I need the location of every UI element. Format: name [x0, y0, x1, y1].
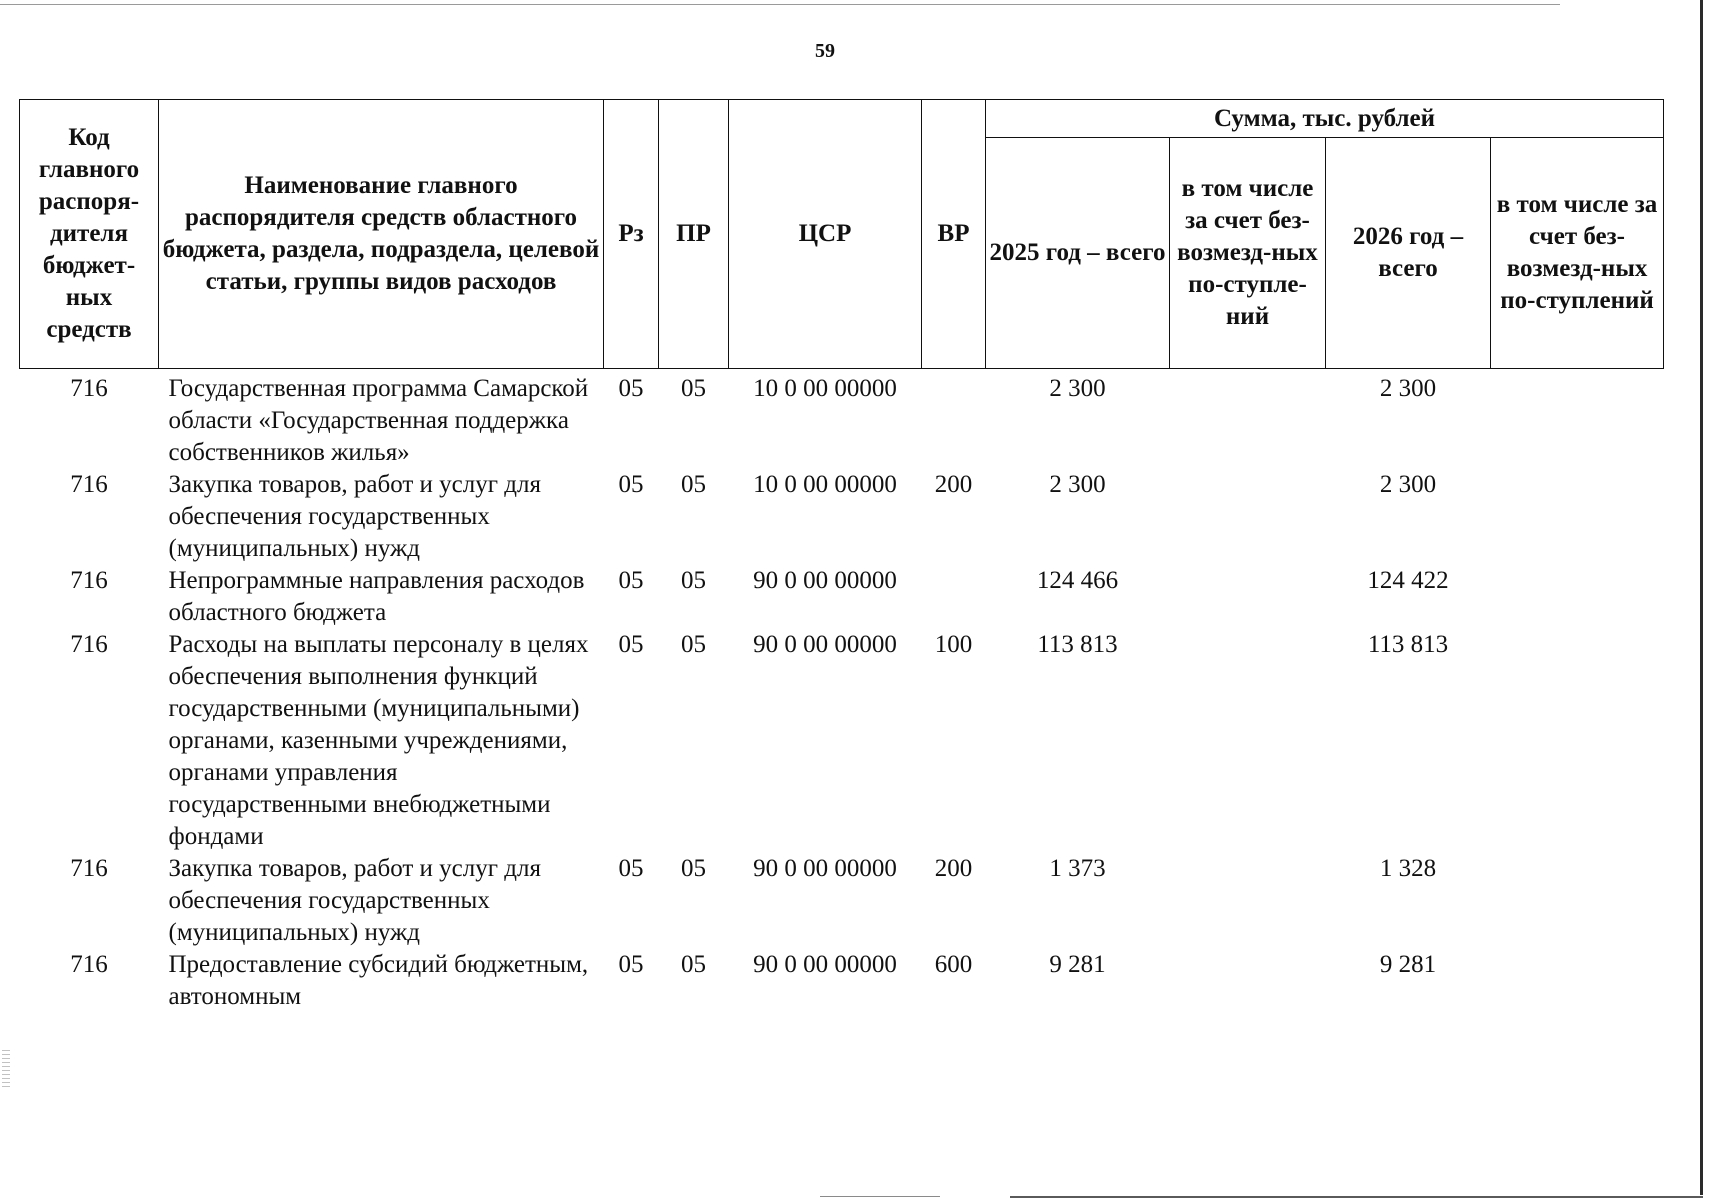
header-vr: ВР — [922, 100, 986, 369]
scan-edge-top — [0, 4, 1560, 5]
cell-2026-free — [1491, 629, 1664, 853]
header-sum: Сумма, тыс. рублей — [986, 100, 1664, 138]
cell-vr: 100 — [934, 631, 973, 658]
cell-2026-total: 2 300 — [1379, 375, 1437, 402]
cell-name: Закупка товаров, работ и услуг для обеспечения государственных (муниципальных) нужд — [168, 855, 541, 946]
page-number: 59 — [815, 40, 835, 62]
cell-2026-free — [1491, 853, 1664, 949]
header-code: Код главного распоря-дителя бюджет-ных средств — [20, 100, 159, 369]
cell-2025-free — [1170, 949, 1326, 1013]
cell-name: Непрограммные направления расходов областного бюджета — [168, 567, 585, 626]
cell-2025-total: 113 813 — [1037, 631, 1118, 658]
cell-pr: 05 — [681, 567, 706, 594]
cell-code: 716 — [70, 567, 108, 594]
cell-csr: 90 0 00 00000 — [753, 855, 897, 882]
cell-code: 716 — [70, 631, 108, 658]
cell-csr: 90 0 00 00000 — [753, 631, 897, 658]
cell-csr: 10 0 00 00000 — [753, 375, 897, 402]
cell-2026-free — [1491, 949, 1664, 1013]
cell-rz: 05 — [618, 631, 644, 658]
cell-2025-free — [1170, 369, 1326, 470]
cell-2026-free — [1491, 565, 1664, 629]
cell-vr — [922, 369, 986, 470]
scan-speckle — [2, 1050, 10, 1090]
table-body — [20, 369, 1664, 1014]
cell-pr: 05 — [681, 855, 706, 882]
table-row — [20, 369, 1664, 470]
cell-name: Закупка товаров, работ и услуг для обеспечения государственных (муниципальных) нужд — [168, 471, 541, 562]
cell-pr: 05 — [681, 631, 706, 658]
cell-2025-total: 2 300 — [1049, 471, 1106, 498]
cell-2025-free — [1170, 565, 1326, 629]
cell-vr: 200 — [934, 855, 973, 882]
cell-rz: 05 — [618, 951, 644, 978]
cell-code: 716 — [70, 375, 108, 402]
scan-edge-bottom — [1010, 1196, 1703, 1198]
cell-code: 716 — [70, 951, 108, 978]
cell-2026-total: 2 300 — [1379, 471, 1437, 498]
cell-2026-total: 1 328 — [1379, 855, 1437, 882]
cell-2026-total: 9 281 — [1379, 951, 1437, 978]
header-name: Наименование главного распорядителя средств областного бюджета, раздела, подраздела, целевой статьи, группы видов расходов — [159, 100, 604, 369]
cell-2026-free — [1491, 469, 1664, 565]
cell-2026-free — [1491, 369, 1664, 470]
scan-edge-right — [1700, 0, 1703, 1195]
table-row — [20, 949, 1664, 1013]
header-2026-free: в том числе за счет без-возмезд-ных по-ступлений — [1491, 138, 1664, 369]
cell-2026-total: 124 422 — [1367, 567, 1449, 594]
cell-vr: 600 — [934, 951, 973, 978]
header-2025-free: в том числе за счет без-возмезд-ных по-ступле-ний — [1170, 138, 1326, 369]
cell-pr: 05 — [681, 471, 706, 498]
cell-2026-total: 113 813 — [1367, 631, 1449, 658]
table-row — [20, 469, 1664, 565]
cell-2025-total: 124 466 — [1036, 567, 1119, 594]
header-2026-total: 2026 год – всего — [1326, 138, 1491, 369]
scan-edge-bottom-fragment — [820, 1196, 940, 1197]
table-row — [20, 853, 1664, 949]
header-pr: ПР — [659, 100, 729, 369]
cell-rz: 05 — [618, 375, 644, 402]
header-2025-total: 2025 год – всего — [986, 138, 1170, 369]
cell-name: Государственная программа Самарской области «Государственная поддержка собственников жилья» — [168, 375, 589, 466]
table-row — [20, 629, 1664, 853]
cell-2025-total: 1 373 — [1049, 855, 1106, 882]
cell-2025-free — [1170, 469, 1326, 565]
cell-csr: 90 0 00 00000 — [753, 567, 897, 594]
cell-csr: 10 0 00 00000 — [753, 471, 897, 498]
cell-name: Расходы на выплаты персоналу в целях обеспечения выполнения функций государственными (муниципальными) органами, казенными учреждениями, органами управления государственными внебюджетными фондами — [168, 631, 589, 850]
cell-code: 716 — [70, 471, 108, 498]
budget-table — [19, 99, 1664, 1013]
cell-rz: 05 — [618, 471, 644, 498]
header-rz: Рз — [604, 100, 659, 369]
header-csr: ЦСР — [729, 100, 922, 369]
cell-vr: 200 — [934, 471, 973, 498]
cell-name: Предоставление субсидий бюджетным, автономным — [168, 951, 589, 1010]
cell-2025-total: 9 281 — [1049, 951, 1106, 978]
cell-vr — [922, 565, 986, 629]
cell-code: 716 — [70, 855, 108, 882]
cell-pr: 05 — [681, 375, 706, 402]
cell-2025-total: 2 300 — [1049, 375, 1106, 402]
cell-pr: 05 — [681, 951, 706, 978]
cell-rz: 05 — [618, 567, 644, 594]
cell-2025-free — [1170, 853, 1326, 949]
cell-2025-free — [1170, 629, 1326, 853]
table-row — [20, 565, 1664, 629]
cell-rz: 05 — [618, 855, 644, 882]
cell-csr: 90 0 00 00000 — [753, 951, 897, 978]
table-header — [20, 100, 1664, 369]
